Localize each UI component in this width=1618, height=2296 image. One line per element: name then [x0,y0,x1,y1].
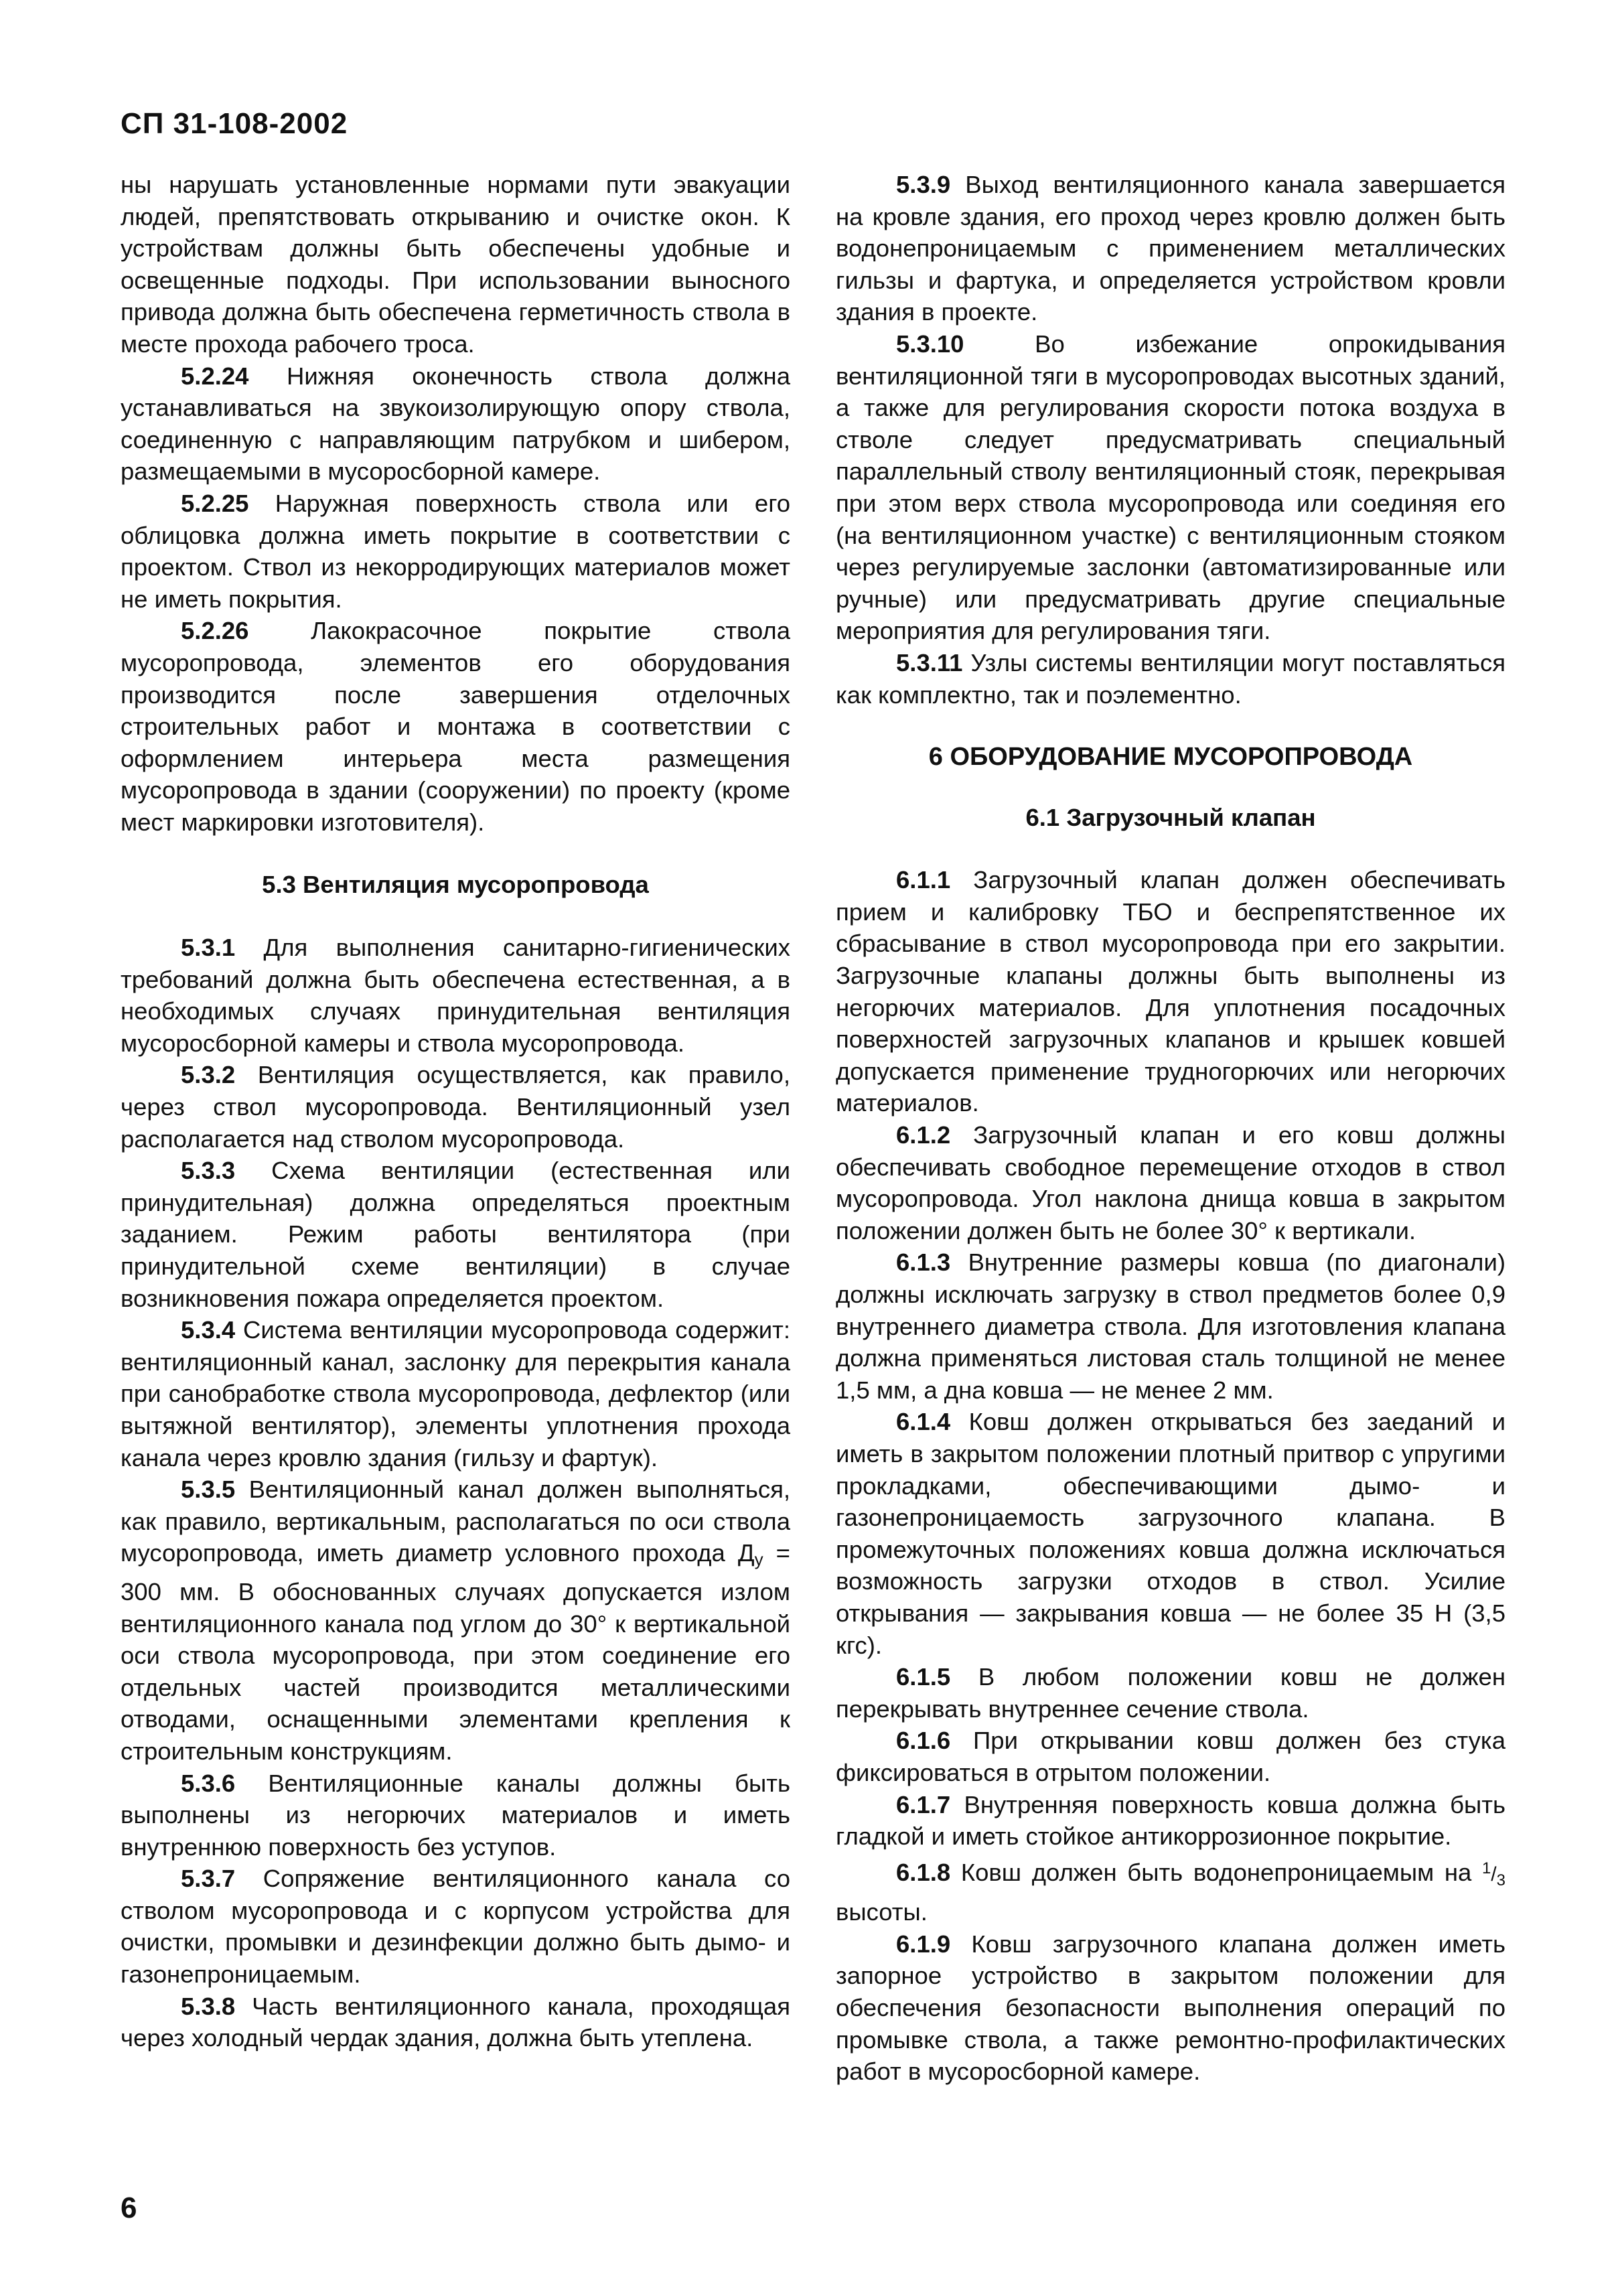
clause-number: 6.1.3 [896,1248,951,1277]
clause-text: Выход вентиляционного канала завершается на кровле здания, его проход через кровлю должен быть водонепроницаемым с применением металлических гильзы и фартука, и определяется устройством кровли здания в проекте. [836,171,1505,326]
subsection-heading-6-1: 6.1 Загрузочный клапан [1025,803,1316,831]
clause-text: Сопряжение вентиляционного канала со стволом мусоропровода и с корпусом устройства для очистки, промывки и дезинфекции должно быть дымо- и газонепроницаемым. [121,1865,790,1989]
paragraph-5-2-25 [121,488,790,615]
paragraph-6-1-4 [836,1406,1505,1661]
clause-text: Система вентиляции мусоропровода содержит: вентиляционный канал, заслонку для перекрытия канала при санобработке ствола мусоропровода, дефлектор (или вытяжной вентилятор), элементы уплотнения прохода канала через кровлю здания (гильзу и фартук). [121,1316,790,1472]
paragraph-6-1-8 [836,1853,1505,1928]
clause-number: 5.2.25 [181,489,249,517]
clause-number: 6.1.9 [896,1930,951,1958]
paragraph-6-1-3 [836,1246,1505,1406]
clause-number: 6.1.5 [896,1663,951,1691]
clause-text: Часть вентиляционного канала, проходящая через холодный чердак здания, должна быть утеплена. [121,1992,790,2052]
paragraph-5-3-7 [121,1863,790,1990]
clause-text: Лакокрасочное покрытие ствола мусоропровода, элементов его оборудования производится после завершения отделочных строительных работ и монтажа в соответствии с оформлением интерьера места размещения мусоропровода в здании (сооружении) по проекту (кроме мест маркировки изготовителя). [121,617,790,836]
paragraph-5-3-2 [121,1059,790,1155]
clause-number: 5.3.4 [181,1316,236,1344]
paragraph-6-1-5 [836,1661,1505,1725]
paragraph-5-3-8 [121,1991,790,2054]
clause-number: 5.3.9 [896,171,951,198]
clause-text: Ковш загрузочного клапана должен иметь запорное устройство в закрытом положении для обеспечения безопасности выполнения операций по промывке ствола, а также ремонтно-профилактических работ в мусоросборной камере. [836,1930,1505,2086]
clause-text: Вентиляционные каналы должны быть выполнены из негорючих материалов и иметь внутреннюю поверхность без уступов. [121,1769,790,1861]
paragraph-5-3-11 [836,647,1505,711]
clause-number: 5.3.2 [181,1061,236,1089]
clause-text: Наружная поверхность ствола или его облицовка должна иметь покрытие в соответствии с проектом. Ствол из некорродирующих материалов может не иметь покрытия. [121,489,790,613]
document-code: СП 31-108-2002 [121,107,348,140]
clause-text: Нижняя оконечность ствола должна устанавливаться на звукоизолирующую опору ствола, соединенную с направляющим патрубком и шибером, размещаемыми в мусоросборной камере. [121,362,790,486]
clause-text: Внутренняя поверхность ковша должна быть гладкой и иметь стойкое антикоррозионное покрытие. [836,1790,1505,1851]
paragraph-5-3-5 [121,1474,790,1767]
clause-text: Ковш должен быть водонепроницаемым на [950,1858,1482,1886]
clause-number: 6.1.8 [896,1858,951,1886]
clause-number: 5.3.10 [896,330,964,358]
section-heading-5-3: 5.3 Вентиляция мусоропровода [262,871,649,899]
clause-text: При открывании ковш должен без стука фиксироваться в отрытом положении. [836,1727,1505,1786]
paragraph-5-2-24 [121,360,790,488]
section-heading-6: 6 ОБОРУДОВАНИЕ МУСОРОПРОВОДА [928,743,1413,772]
page-number: 6 [121,2192,137,2224]
paragraph-6-1-1 [836,864,1505,1119]
right-column [836,169,1505,2088]
clause-text: Узлы системы вентиляции могут поставляться как комплектно, так и поэлементно. [836,648,1505,709]
clause-text: Загрузочный клапан должен обеспечивать прием и калибровку ТБО и беспрепятственное их сбрасывание в ствол мусоропровода при его закрытии. Загрузочные клапаны должны быть выполнены из негорючих материалов. Для уплотнения посадочных поверхностей загрузочных клапанов и крышек ковшей допускается применение трудногорючих или негорючих материалов. [836,866,1505,1117]
clause-number: 5.3.5 [181,1476,236,1504]
clause-number: 5.3.11 [896,648,963,676]
paragraph-5-3-9 [836,169,1505,328]
subscript: у [754,1549,763,1570]
clause-text: Внутренние размеры ковша (по диагонали) должны исключать загрузку в ствол предметов более 0,9 внутреннего диаметра ствола. Для изготовления клапана должна применяться листовая сталь толщиной не менее 1,5 мм, а дна ковша — не менее 2 мм. [836,1248,1505,1404]
clause-number: 6.1.6 [896,1727,951,1755]
paragraph-6-1-9 [836,1928,1505,2088]
clause-number: 5.3.3 [181,1157,236,1185]
clause-text: Для выполнения санитарно-гигиенических требований должна быть обеспечена естественная, а в необходимых случаях принудительная вентиляция мусоросборной камеры и ствола мусоропровода. [121,934,790,1057]
paragraph-6-1-6 [836,1725,1505,1788]
clause-text: Схема вентиляции (естественная или принудительная) должна определяться проектным заданием. Режим работы вентилятора (при принудительной схеме вентиляции) в случае возникновения пожара определяется проектом. [121,1157,790,1312]
clause-number: 5.2.26 [181,617,249,645]
clause-text: Вентиляция осуществляется, как правило, через ствол мусоропровода. Вентиляционный узел располагается над стволом мусоропровода. [121,1061,790,1153]
clause-number: 5.3.8 [181,1992,236,2020]
clause-number: 6.1.2 [896,1121,951,1149]
paragraph-5-3-10 [836,328,1505,647]
fraction-one-third: $^1/_3$ [1481,1859,1505,1889]
clause-text-cont: высоты. [836,1898,928,1926]
paragraph-5-3-1 [121,932,790,1059]
clause-text: Вентиляционный канал должен выполняться, как правило, вертикальным, располагаться по оси ствола мусоропровода, иметь диаметр условного прохода Д [121,1476,790,1567]
clause-number: 6.1.7 [896,1790,951,1818]
left-column [121,169,790,2054]
paragraph-5-3-4 [121,1314,790,1474]
paragraph-6-1-2 [836,1119,1505,1246]
fraction-denominator: 3 [1496,1871,1505,1889]
paragraph-6-1-7 [836,1789,1505,1853]
clause-text: В любом положении ковш не должен перекрывать внутреннее сечение ствола. [836,1663,1505,1723]
clause-text-cont: = 300 мм. В обоснованных случаях допускается излом вентиляционного канала под углом до 30° к вертикальной оси ствола мусоропровода, при этом соединение его отдельных частей производится металлическими отводами, оснащенными элементами крепления к строительным конструкциям. [121,1539,790,1765]
paragraph-5-2-26 [121,615,790,838]
clause-text: Ковш должен открываться без заеданий и иметь в закрытом положении плотный притвор с упругими прокладками, обеспечивающими дымо- и газонепроницаемость загрузочного клапана. В промежуточных положениях ковша должна исключаться возможность загрузки отходов в ствол. Усилие открывания — закрывания ковша — не более 35 Н (3,5 кгс). [836,1408,1505,1659]
clause-text: Во избежание опрокидывания вентиляционной тяги в мусоропроводах высотных зданий, а также для регулирования скорости потока воздуха в стволе следует предусматривать специальный параллельный стволу вентиляционный стояк, перекрывая при этом верх ствола мусоропровода или соединяя его (на вентиляционном участке) с вентиляционным стояком через регулируемые заслонки (автоматизированные или ручные) или предусматривать другие специальные мероприятия для регулирования тяги. [836,330,1505,645]
clause-number: 5.3.1 [181,934,236,962]
clause-number: 5.3.7 [181,1865,236,1893]
clause-number: 6.1.1 [896,866,951,894]
clause-number: 5.3.6 [181,1769,236,1797]
clause-number: 6.1.4 [896,1408,951,1436]
paragraph-5-3-3 [121,1155,790,1314]
paragraph-5-3-6 [121,1768,790,1863]
clause-number: 5.2.24 [181,362,249,390]
paragraph-continuation: ны нарушать установленные нормами пути эвакуации людей, препятствовать открыванию и очистке окон. К устройствам должны быть обеспечены удобные и освещенные подходы. При использовании выносного привода должна быть обеспечена герметичность ствола в месте прохода рабочего троса. [121,171,790,358]
fraction-numerator: 1 [1481,1859,1491,1877]
clause-text: Загрузочный клапан и его ковш должны обеспечивать свободное перемещение отходов в ствол мусоропровода. Угол наклона днища ковша в закрытом положении должен быть не более 30° к вертикали. [836,1121,1505,1244]
